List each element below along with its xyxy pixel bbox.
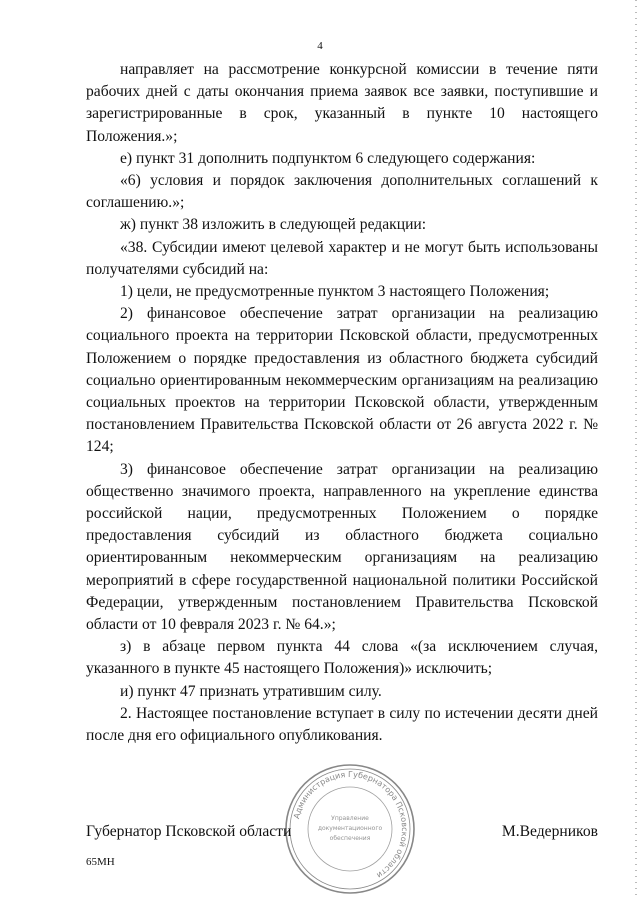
paragraph: з) в абзаце первом пункта 44 слова «(за исключением случая, указанного в пункте 45 настоящего Положения)» исключить; bbox=[86, 638, 598, 678]
paragraph: 2. Настоящее постановление вступает в силу по истечении десяти дней после дня его официального опубликования. bbox=[86, 704, 598, 745]
paragraph: 2) финансовое обеспечение затрат организации на реализацию социального проекта на территории Псковской области, предусмотренных Положением о порядке предоставления из областного бюджета субсидий социально ориентированным некоммерческим организациям на реализацию социальных проектов на территории Псковской области, утвержденным постановлением Правительства Псковской области от 26 августа 2022 г. № 124; bbox=[86, 305, 598, 456]
paragraph: направляет на рассмотрение конкурсной комиссии в течение пяти рабочих дней с даты окончания приема заявок все заявки, поступившие и зарегистрированные в срок, указанный в пункте 10 настоящего Положения.»; bbox=[86, 61, 598, 145]
page-number: 4 bbox=[317, 40, 323, 52]
paragraph: ж) пункт 38 изложить в следующей редакции: bbox=[120, 216, 427, 234]
paragraph: 1) цели, не предусмотренные пунктом 3 настоящего Положения; bbox=[120, 283, 550, 301]
scan-edge-artifact bbox=[635, 0, 637, 899]
document-body bbox=[86, 59, 598, 747]
seal-ring-text: Администрация Губернатора Псковской области bbox=[292, 769, 410, 880]
document-code: 65МН bbox=[86, 856, 115, 868]
paragraph: «38. Субсидии имеют целевой характер и не могут быть использованы получателями субсидий на: bbox=[86, 238, 598, 278]
seal-center-line: документационного bbox=[317, 825, 383, 832]
paragraph: «6) условия и порядок заключения дополнительных соглашений к соглашению.»; bbox=[86, 172, 598, 212]
paragraph: е) пункт 31 дополнить подпунктом 6 следующего содержания: bbox=[120, 149, 536, 167]
paragraph: и) пункт 47 признать утратившим силу. bbox=[120, 682, 382, 700]
seal-center-line: Управление bbox=[331, 815, 369, 822]
official-seal bbox=[283, 762, 417, 896]
paragraph: 3) финансовое обеспечение затрат организации на реализацию общественно значимого проекта, направленного на укрепление единства российской нации, предусмотренных Положением о порядке предоставления субсидий из областного бюджета социально ориентированным некоммерческим организациям на реализацию мероприятий в сфере государственной национальной политики Российской Федерации, утвержденным постановлением Правительства Псковской области от 10 февраля 2023 г. № 64.»; bbox=[86, 460, 598, 634]
signatory-name: М.Ведерников bbox=[501, 823, 598, 840]
signatory-position: Губернатор Псковской области bbox=[86, 823, 292, 840]
seal-center-line: обеспечения bbox=[329, 835, 371, 842]
